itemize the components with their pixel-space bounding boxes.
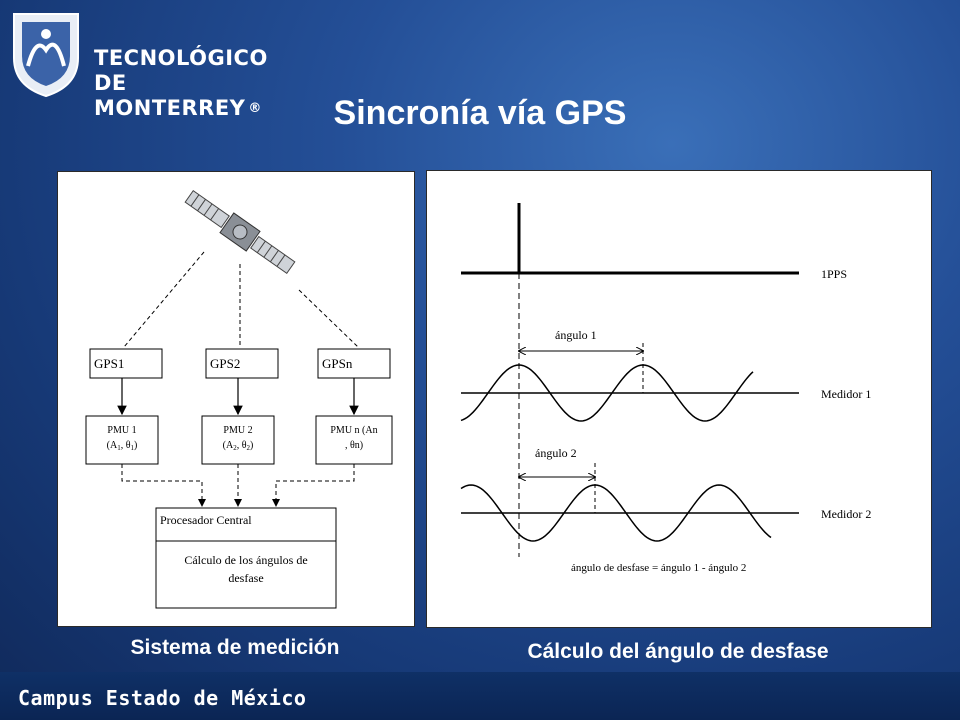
gps1-label: GPS1 — [94, 356, 125, 371]
measurement-system-svg — [58, 172, 414, 626]
pmu2-line1: PMU 2 — [223, 425, 253, 436]
1pps-label: 1PPS — [821, 267, 848, 281]
satellite-icon — [182, 187, 297, 278]
pmun-line2: , θn) — [344, 440, 364, 451]
shield-emblem-icon — [6, 6, 86, 98]
angle1-label: ángulo 1 — [555, 328, 597, 342]
angle2-label: ángulo 2 — [535, 446, 577, 460]
caption-phase-angle: Cálculo del ángulo de desfase — [527, 640, 829, 663]
phase-angle-diagram — [426, 170, 932, 628]
gpsn-label: GPSn — [322, 356, 353, 371]
footer-campus-label: Campus Estado de México — [18, 686, 307, 710]
pmun-line1: PMU n (An — [330, 425, 378, 436]
logo-line2: DE MONTERREY — [94, 71, 246, 120]
caption-measurement-system: Sistema de medición — [130, 636, 340, 659]
measurement-system-diagram — [57, 171, 415, 627]
pmu1-line2: ($A_1$, $\theta_1$) — [106, 440, 138, 452]
processor-text-line2: desfase — [228, 571, 264, 585]
gps2-label: GPS2 — [210, 356, 241, 371]
phase-formula: ángulo de desfase = ángulo 1 - ángulo 2 — [571, 562, 747, 574]
medidor2-label: Medidor 2 — [821, 507, 872, 521]
logo-line1: TECNOLÓGICO — [94, 46, 268, 70]
processor-label: Procesador Central — [160, 513, 252, 527]
logo — [6, 6, 276, 120]
phase-angle-svg — [427, 171, 931, 627]
processor-text-line1: Cálculo de los ángulos de — [184, 553, 308, 567]
page-title: Sincronía vía GPS — [333, 94, 627, 132]
medidor1-label: Medidor 1 — [821, 387, 872, 401]
pmu2-line2: ($A_2$, $\theta_2$) — [222, 440, 254, 452]
registered-mark: ® — [248, 101, 262, 116]
pmu1-line1: PMU 1 — [107, 425, 137, 436]
